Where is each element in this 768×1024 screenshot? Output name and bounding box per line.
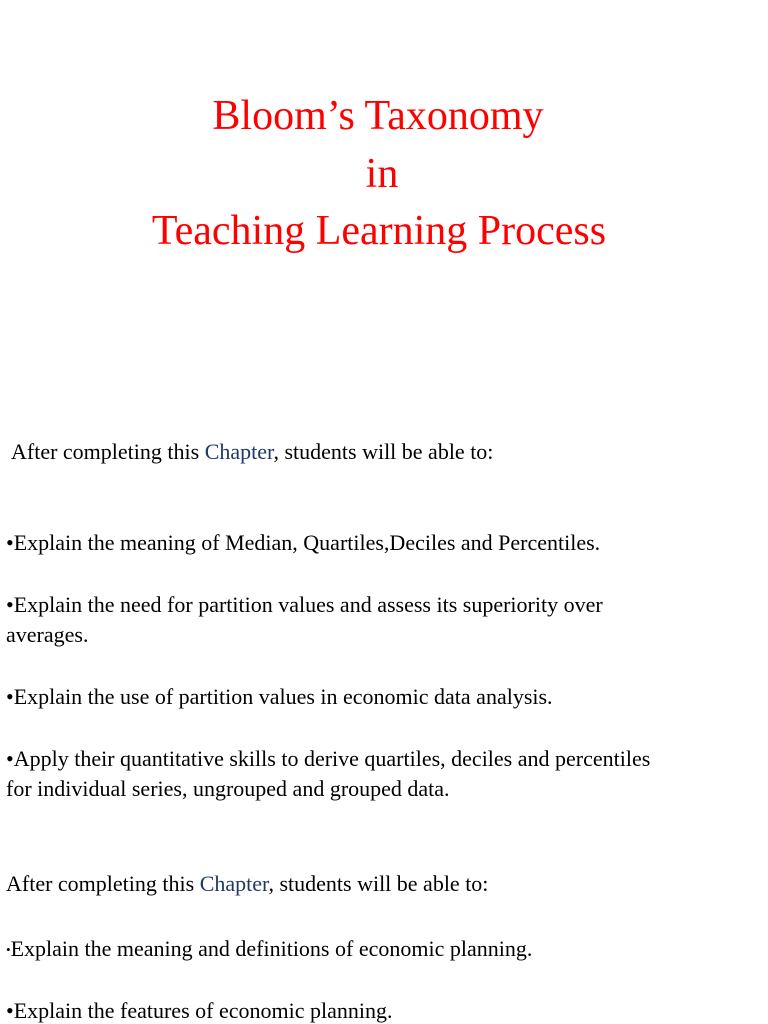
intro-text-after: , students will be able to: <box>273 439 494 464</box>
bullet-partition-use: •Explain the use of partition values in economic data analysis. <box>6 684 553 709</box>
title-line-2: in <box>365 151 399 197</box>
bullet-partition-need-line-1: •Explain the need for partition values and assess its superiority over <box>6 592 603 617</box>
bullet-quantitative-skills-line-2: for individual series, ungrouped and grouped data. <box>6 776 450 801</box>
intro-text-before: After completing this <box>11 439 205 464</box>
bullet-planning-features: •Explain the features of economic planning. <box>6 998 393 1023</box>
bullet-mark: • <box>6 942 11 957</box>
title-line-3: Teaching Learning Process <box>151 208 607 254</box>
bullet-quantitative-skills-line-1: •Apply their quantitative skills to derive quartiles, deciles and percentiles <box>6 746 651 771</box>
chapter-highlight: Chapter <box>204 439 274 464</box>
bullet-planning-meaning-text: Explain the meaning and definitions of economic planning. <box>10 936 533 961</box>
bullet-planning-meaning <box>6 934 532 965</box>
section-1-intro <box>11 437 493 467</box>
intro-text-before: After completing this <box>6 871 200 896</box>
bullet-median-meaning: •Explain the meaning of Median, Quartiles,Deciles and Percentiles. <box>6 530 601 555</box>
title-line-1: Bloom’s Taxonomy <box>212 93 544 139</box>
intro-text-after: , students will be able to: <box>268 871 489 896</box>
section-2-intro <box>6 869 488 899</box>
chapter-highlight: Chapter <box>199 871 269 896</box>
bullet-partition-need-line-2: averages. <box>6 622 89 647</box>
